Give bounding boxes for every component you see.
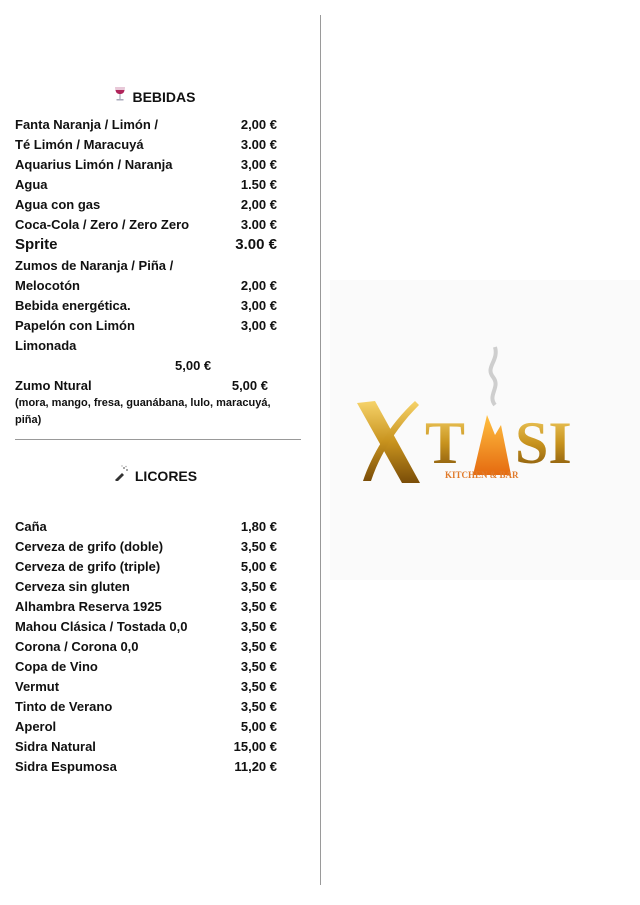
item-name: Agua con gas xyxy=(15,197,101,212)
item-price: 3,50 € xyxy=(240,679,277,694)
column-divider xyxy=(320,15,321,885)
menu-item xyxy=(15,517,277,537)
section-divider xyxy=(15,439,301,440)
item-price: 3,50 € xyxy=(240,579,277,594)
item-name: Tinto de Verano xyxy=(15,699,113,714)
item-price: 2,00 € xyxy=(240,117,277,132)
item-name: Melocotón xyxy=(15,278,80,293)
menu-item xyxy=(15,115,277,135)
menu-item xyxy=(15,296,277,316)
item-name: Agua xyxy=(15,177,48,192)
svg-text:T: T xyxy=(425,410,466,476)
item-name: Aquarius Limón / Naranja xyxy=(15,157,173,172)
menu-item xyxy=(15,597,277,617)
menu-item xyxy=(15,316,277,336)
item-price: 15,00 € xyxy=(233,739,277,754)
menu-item xyxy=(15,195,277,215)
menu-item xyxy=(15,677,277,697)
section-title: BEBIDAS xyxy=(132,89,196,105)
item-price: 3,00 € xyxy=(240,157,277,172)
menu-item xyxy=(15,376,277,396)
item-name: Papelón con Limón xyxy=(15,318,135,333)
menu-item xyxy=(15,657,277,677)
item-name: Sidra Espumosa xyxy=(15,759,117,774)
item-name: Zumo Ntural xyxy=(15,378,92,393)
item-name: Vermut xyxy=(15,679,60,694)
menu-item xyxy=(15,135,277,155)
menu-item xyxy=(15,155,277,175)
section-title: LICORES xyxy=(134,468,198,484)
item-name: Fanta Naranja / Limón / xyxy=(15,117,159,132)
item-price: 3,50 € xyxy=(240,599,277,614)
menu-item xyxy=(15,256,277,276)
item-price: 11,20 € xyxy=(234,759,277,774)
xtasi-logo xyxy=(355,335,595,485)
zumo-note: (mora, mango, fresa, guanábana, lulo, maracuyá, piña) xyxy=(15,397,271,426)
item-name: Cerveza de grifo (doble) xyxy=(15,539,164,554)
wine-glass-icon xyxy=(114,86,126,105)
item-name: Cerveza de grifo (triple) xyxy=(15,559,161,574)
item-price: 3,00 € xyxy=(240,318,277,333)
item-price: 5,00 € xyxy=(231,378,268,393)
item-price: 3,50 € xyxy=(240,619,277,634)
item-name: Alhambra Reserva 1925 xyxy=(15,599,162,614)
item-name: Limonada xyxy=(15,338,77,353)
item-price: 2,00 € xyxy=(240,197,277,212)
bebidas-list xyxy=(15,115,277,396)
svg-text:SI: SI xyxy=(515,410,572,476)
item-price: 5,00 € xyxy=(240,559,277,574)
item-price: 3,50 € xyxy=(240,539,277,554)
item-name: Sidra Natural xyxy=(15,739,96,754)
menu-item xyxy=(15,356,277,376)
item-name: Copa de Vino xyxy=(15,659,98,674)
item-price: 3.00 € xyxy=(240,137,277,152)
item-name: Té Limón / Maracuyá xyxy=(15,137,144,152)
svg-text:KITCHEN & BAR: KITCHEN & BAR xyxy=(445,470,519,480)
menu-item xyxy=(15,175,277,195)
item-price: 3.00 € xyxy=(240,217,277,232)
item-name: Zumos de Naranja / Piña / xyxy=(15,258,174,273)
item-price: 1.50 € xyxy=(240,177,277,192)
menu-item xyxy=(15,577,277,597)
menu-item xyxy=(15,737,277,757)
menu-item xyxy=(15,557,277,577)
champagne-popper-icon xyxy=(113,465,129,484)
item-name: Aperol xyxy=(15,719,57,734)
menu-item xyxy=(15,717,277,737)
item-price: 5,00 € xyxy=(175,358,212,373)
item-price: 3,00 € xyxy=(240,298,277,313)
item-price: 3.00 € xyxy=(235,236,277,253)
menu-item xyxy=(15,537,277,557)
section-header-bebidas xyxy=(0,86,310,105)
item-name: Coca-Cola / Zero / Zero Zero xyxy=(15,217,190,232)
item-price: 1,80 € xyxy=(240,519,277,534)
licores-list xyxy=(15,517,277,777)
menu-item xyxy=(15,276,277,296)
menu-item xyxy=(15,697,277,717)
menu-item xyxy=(15,757,277,777)
item-name: Corona / Corona 0,0 xyxy=(15,639,139,654)
item-price: 3,50 € xyxy=(240,639,277,654)
item-name: Mahou Clásica / Tostada 0,0 xyxy=(15,619,188,634)
menu-item xyxy=(15,336,277,356)
menu-item xyxy=(15,235,277,256)
item-name: Bebida energética. xyxy=(15,298,131,313)
item-name: Sprite xyxy=(15,236,58,253)
item-price: 2,00 € xyxy=(240,278,277,293)
item-price: 5,00 € xyxy=(240,719,277,734)
item-name: Cerveza sin gluten xyxy=(15,579,130,594)
menu-item xyxy=(15,215,277,235)
item-price: 3,50 € xyxy=(240,659,277,674)
item-name: Caña xyxy=(15,519,47,534)
menu-item xyxy=(15,637,277,657)
item-price: 3,50 € xyxy=(240,699,277,714)
section-header-licores xyxy=(0,465,310,484)
menu-item xyxy=(15,617,277,637)
